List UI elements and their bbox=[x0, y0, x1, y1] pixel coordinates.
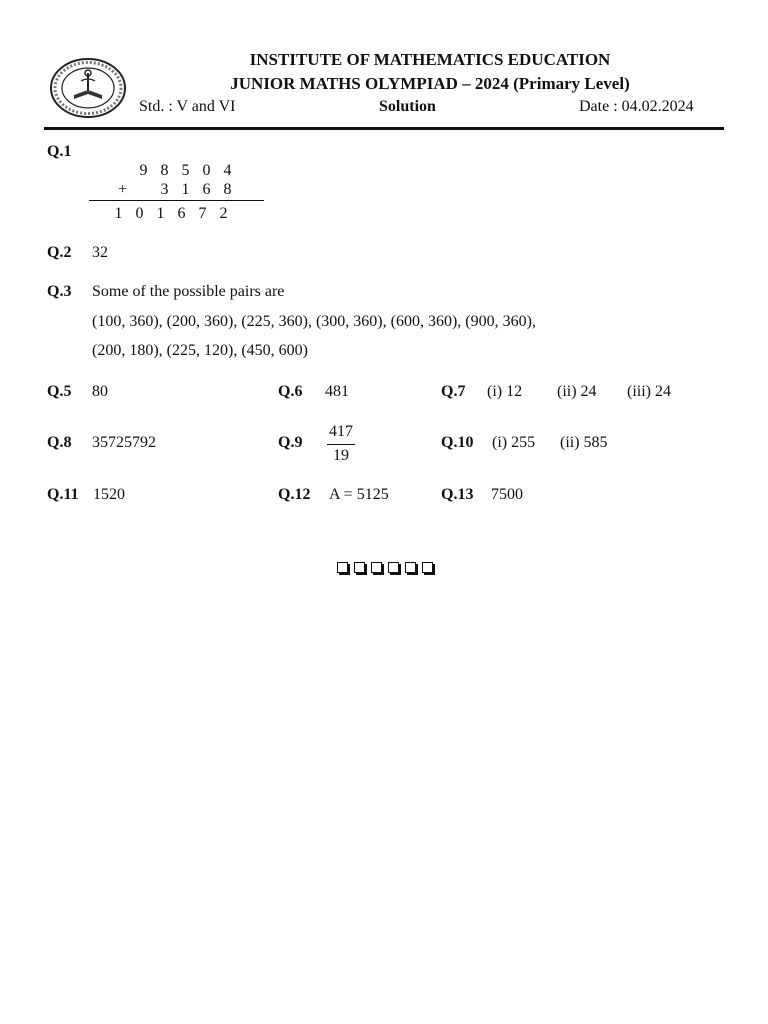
box-glyph-icon bbox=[354, 562, 365, 573]
q3-label: Q.3 bbox=[47, 283, 72, 300]
q2-label: Q.2 bbox=[47, 244, 72, 261]
box-glyph-icon bbox=[422, 562, 433, 573]
digit: 6 bbox=[202, 181, 211, 198]
digit: 8 bbox=[160, 162, 169, 179]
q13-answer: 7500 bbox=[491, 486, 523, 503]
q1-addend2 bbox=[112, 181, 238, 199]
digit: 6 bbox=[177, 205, 186, 222]
q11-answer: 1520 bbox=[93, 486, 125, 503]
q9-numerator: 417 bbox=[329, 423, 353, 440]
q1-addend1 bbox=[133, 162, 238, 180]
q5-answer: 80 bbox=[92, 383, 108, 400]
q10-part-i: (i) 255 bbox=[492, 434, 536, 451]
q12-label: Q.12 bbox=[278, 486, 311, 503]
digit: 9 bbox=[139, 162, 148, 179]
q10-part-ii: (ii) 585 bbox=[560, 434, 608, 451]
q3-pairs-line1: (100, 360), (200, 360), (225, 360), (300, 360), (600, 360), (900, 360), bbox=[92, 313, 536, 330]
institute-title: INSTITUTE OF MATHEMATICS EDUCATION bbox=[249, 50, 611, 69]
q12-answer: A = 5125 bbox=[329, 486, 389, 503]
q7-label: Q.7 bbox=[441, 383, 466, 400]
digit: 1 bbox=[114, 205, 123, 222]
digit: 8 bbox=[223, 181, 232, 198]
q1-label: Q.1 bbox=[47, 143, 72, 160]
end-marker-boxes bbox=[300, 562, 470, 578]
q13-label: Q.13 bbox=[441, 486, 474, 503]
box-glyph-icon bbox=[388, 562, 399, 573]
q6-label: Q.6 bbox=[278, 383, 303, 400]
q8-label: Q.8 bbox=[47, 434, 72, 451]
digit: 7 bbox=[198, 205, 207, 222]
q2-answer: 32 bbox=[92, 244, 108, 261]
q3-pairs-line2: (200, 180), (225, 120), (450, 600) bbox=[92, 342, 308, 359]
q5-label: Q.5 bbox=[47, 383, 72, 400]
box-glyph-icon bbox=[405, 562, 416, 573]
digit: 1 bbox=[181, 181, 190, 198]
digit: 0 bbox=[202, 162, 211, 179]
q3-intro: Some of the possible pairs are bbox=[92, 283, 285, 300]
sum-line bbox=[89, 200, 264, 201]
header-divider bbox=[44, 127, 724, 130]
digit: 5 bbox=[181, 162, 190, 179]
fraction-bar bbox=[327, 444, 355, 445]
box-glyph-icon bbox=[371, 562, 382, 573]
digit: 3 bbox=[160, 181, 169, 198]
digit: 1 bbox=[156, 205, 165, 222]
digit: 4 bbox=[223, 162, 232, 179]
doc-type-label: Solution bbox=[379, 98, 436, 115]
exam-title: JUNIOR MATHS OLYMPIAD – 2024 (Primary Level) bbox=[230, 74, 630, 93]
box-glyph-icon bbox=[337, 562, 348, 573]
q7-part-iii: (iii) 24 bbox=[627, 383, 671, 400]
q7-part-ii: (ii) 24 bbox=[557, 383, 597, 400]
standard-label: Std. : V and VI bbox=[139, 98, 236, 115]
q9-label: Q.9 bbox=[278, 434, 303, 451]
date-label: Date : 04.02.2024 bbox=[579, 98, 694, 115]
q9-fraction bbox=[321, 423, 361, 465]
institute-logo bbox=[48, 57, 128, 119]
digit: 2 bbox=[219, 205, 228, 222]
plus-operator: + bbox=[117, 181, 128, 198]
q6-answer: 481 bbox=[325, 383, 349, 400]
q9-denominator: 19 bbox=[333, 447, 349, 464]
q1-sum bbox=[108, 205, 234, 223]
q8-answer: 35725792 bbox=[92, 434, 156, 451]
digit: 0 bbox=[135, 205, 144, 222]
q11-label: Q.11 bbox=[47, 486, 79, 503]
q10-label: Q.10 bbox=[441, 434, 474, 451]
q7-part-i: (i) 12 bbox=[487, 383, 523, 400]
